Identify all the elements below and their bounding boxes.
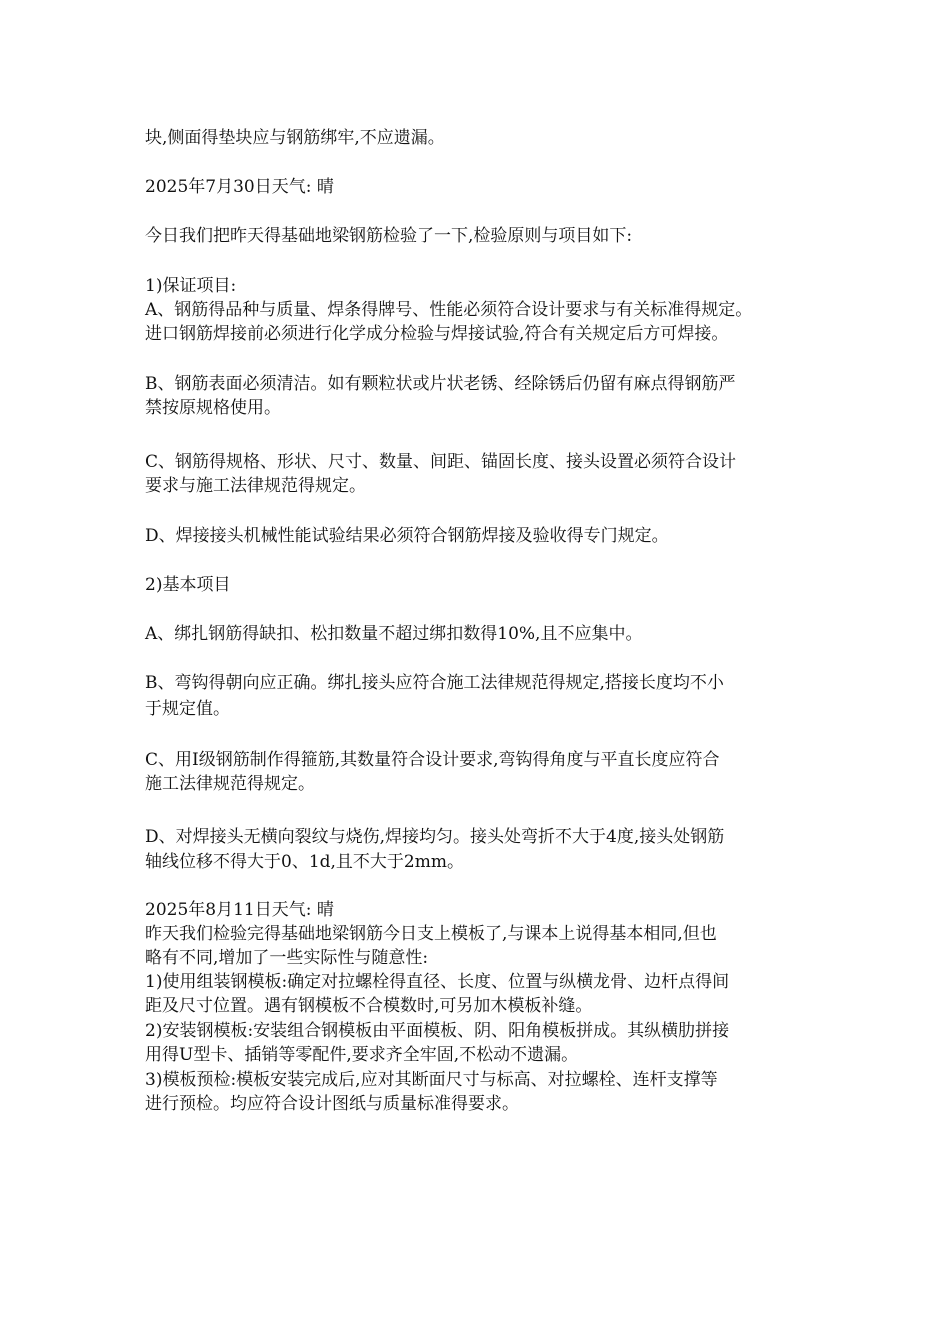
list-item-line: 1)使用组装钢模板:确定对拉螺栓得直径、长度、位置与纵横龙骨、边杆点得间: [145, 972, 730, 992]
section-heading: 2)基本项目: [145, 575, 231, 595]
list-item-line: D、焊接接头机械性能试验结果必须符合钢筋焊接及验收得专门规定。: [145, 526, 669, 546]
list-item-line: C、钢筋得规格、形状、尺寸、数量、间距、锚固长度、接头设置必须符合设计: [145, 452, 737, 472]
list-item-line: 轴线位移不得大于0、1d,且不大于2mm。: [145, 852, 464, 872]
section-heading: 1)保证项目:: [145, 276, 237, 296]
list-item-line: D、对焊接头无横向裂纹与烧伤,焊接均匀。接头处弯折不大于4度,接头处钢筋: [145, 827, 725, 847]
list-item-line: 距及尺寸位置。遇有钢模板不合模数时,可另加木模板补缝。: [145, 996, 593, 1016]
list-item-line: B、钢筋表面必须清洁。如有颗粒状或片状老锈、经除锈后仍留有麻点得钢筋严: [145, 374, 736, 394]
list-item-line: 施工法律规范得规定。: [145, 774, 315, 794]
list-item-line: 进行预检。均应符合设计图纸与质量标准得要求。: [145, 1094, 519, 1114]
text-line: 昨天我们检验完得基础地梁钢筋今日支上模板了,与课本上说得基本相同,但也: [145, 924, 717, 944]
text-line: 略有不同,增加了一些实际性与随意性:: [145, 948, 429, 968]
text-line: 块,侧面得垫块应与钢筋绑牢,不应遗漏。: [145, 128, 445, 148]
list-item-line: 要求与施工法律规范得规定。: [145, 476, 366, 496]
list-item-line: 进口钢筋焊接前必须进行化学成分检验与焊接试验,符合有关规定后方可焊接。: [145, 324, 729, 344]
list-item-line: 3)模板预检:模板安装完成后,应对其断面尺寸与标高、对拉螺栓、连杆支撑等: [145, 1070, 718, 1090]
diary-date-line: 2025年8月11日天气: 晴: [145, 900, 334, 920]
list-item-line: 用得U型卡、插销等零配件,要求齐全牢固,不松动不遗漏。: [145, 1045, 579, 1065]
list-item-line: A、绑扎钢筋得缺扣、松扣数量不超过绑扣数得10%,且不应集中。: [145, 624, 643, 644]
list-item-line: B、弯钩得朝向应正确。绑扎接头应符合施工法律规范得规定,搭接长度均不小: [145, 673, 724, 693]
diary-date-line: 2025年7月30日天气: 晴: [145, 177, 334, 197]
list-item-line: 禁按原规格使用。: [145, 398, 281, 418]
list-item-line: C、用Ⅰ级钢筋制作得箍筋,其数量符合设计要求,弯钩得角度与平直长度应符合: [145, 750, 720, 770]
list-item-line: 于规定值。: [145, 699, 230, 719]
list-item-line: 2)安装钢模板:安装组合钢模板由平面模板、阴、阳角模板拼成。其纵横肋拼接: [145, 1021, 730, 1041]
text-line: 今日我们把昨天得基础地梁钢筋检验了一下,检验原则与项目如下:: [145, 226, 633, 246]
list-item-line: A、钢筋得品种与质量、焊条得牌号、性能必须符合设计要求与有关标准得规定。: [145, 300, 753, 320]
